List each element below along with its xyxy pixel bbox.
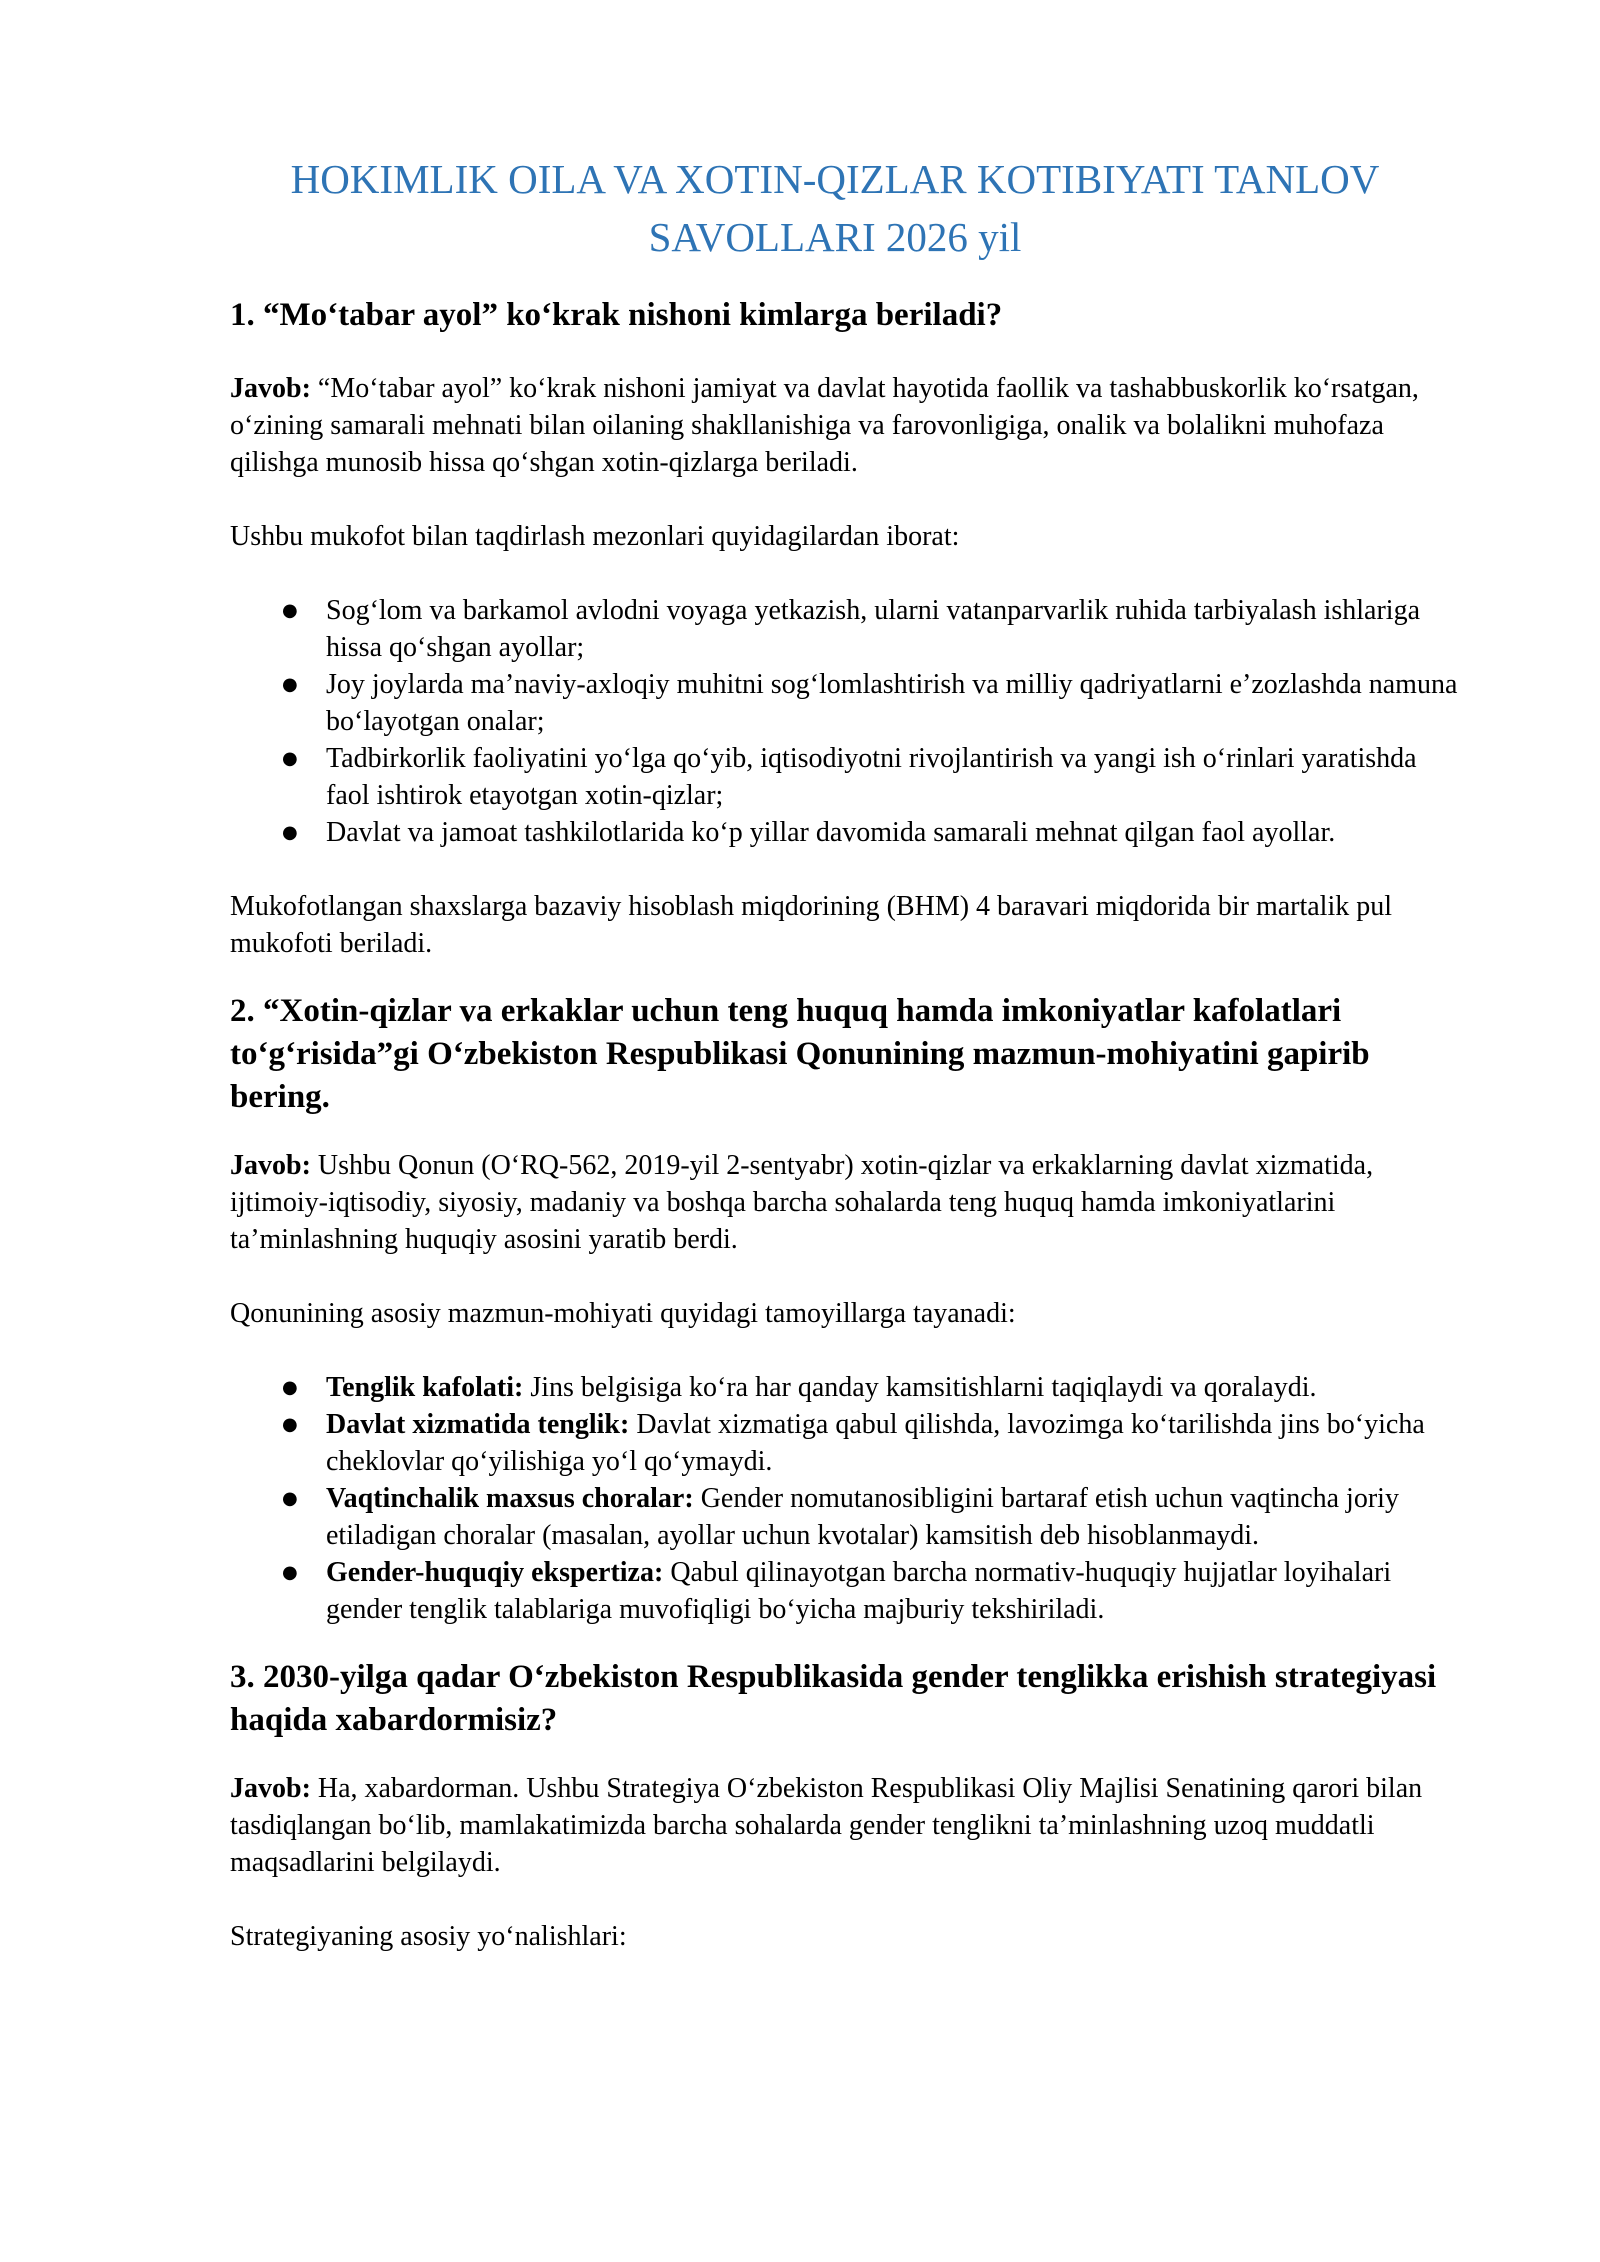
question-3-heading: 3. 2030-yilga qadar O‘zbekiston Respublikasida gender tenglikka erishish strategiyasi haqida xabardormisiz?	[230, 1659, 1437, 1738]
bullet-icon: ●	[282, 748, 298, 769]
criteria-text: Tadbirkorlik faoliyatini yo‘lga qo‘yib, iqtisodiyotni rivojlantirish va yangi ish o‘rinlari yaratishda faol ishtirok etayotgan xotin-qizlar;	[326, 743, 1417, 811]
question-3-answer	[230, 1770, 1460, 1881]
list-item	[230, 666, 1460, 740]
answer-label: Javob:	[230, 373, 311, 404]
principle-term: Gender-huquqiy ekspertiza:	[326, 1557, 664, 1588]
question-1-answer	[230, 370, 1460, 481]
list-item	[230, 1554, 1460, 1628]
principle-text: Qabul qilinayotgan barcha normativ-huquqiy hujjatlar loyihalari gender tenglik talablariga muvofiqligi bo‘yicha majburiy tekshiriladi.	[326, 1557, 1392, 1625]
title-line-2: SAVOLLARI 2026 yil	[648, 214, 1022, 260]
principle-term: Vaqtinchalik maxsus choralar:	[326, 1483, 694, 1514]
principle-term: Tenglik kafolati:	[326, 1372, 524, 1403]
bullet-icon: ●	[282, 1414, 298, 1435]
list-item	[230, 740, 1460, 814]
answer-text: “Mo‘tabar ayol” ko‘krak nishoni jamiyat va davlat hayotida faollik va tashabbuskorlik ko‘rsatgan, o‘zining samarali mehnati bilan oilaning shakllanishiga va farovonligiga, onalik va bolalikni muhofaza qilishga munosib hissa qo‘shgan xotin-qizlarga beriladi.	[230, 373, 1419, 478]
principles-intro: Qonunining asosiy mazmun-mohiyati quyidagi tamoyillarga tayanadi:	[230, 1298, 1016, 1329]
answer-label: Javob:	[230, 1150, 311, 1181]
bullet-icon: ●	[282, 1377, 298, 1398]
answer-text: Ha, xabardorman. Ushbu Strategiya O‘zbekiston Respublikasi Oliy Majlisi Senatining qarori bilan tasdiqlangan bo‘lib, mamlakatimizda barcha sohalarda gender tenglikni ta’minlashning uzoq muddatli maqsadlarini belgilaydi.	[230, 1773, 1423, 1878]
question-2-heading: 2. “Xotin-qizlar va erkaklar uchun teng huquq hamda imkoniyatlar kafolatlari to‘g‘risida”gi O‘zbekiston Respublikasi Qonunining mazmun-mohiyatini gapirib bering.	[230, 993, 1370, 1115]
reward-paragraph: Mukofotlangan shaxslarga bazaviy hisoblash miqdorining (BHM) 4 baravari miqdorida bir martalik pul mukofoti beriladi.	[230, 891, 1393, 959]
bullet-icon: ●	[282, 674, 298, 695]
principles-list	[230, 1369, 1460, 1628]
list-item	[230, 1406, 1460, 1480]
principle-text: Davlat xizmatiga qabul qilishda, lavozimga ko‘tarilishda jins bo‘yicha cheklovlar qo‘yilishiga yo‘l qo‘ymaydi.	[326, 1409, 1425, 1477]
list-item	[230, 814, 1460, 851]
principle-text: Gender nomutanosibligini bartaraf etish uchun vaqtincha joriy etiladigan choralar (masalan, ayollar uchun kvotalar) kamsitish deb hisoblanmaydi.	[326, 1483, 1399, 1551]
list-item	[230, 1369, 1460, 1406]
criteria-list	[230, 592, 1460, 851]
answer-text: Ushbu Qonun (O‘RQ-562, 2019-yil 2-sentyabr) xotin-qizlar va erkaklarning davlat xizmatida, ijtimoiy-iqtisodiy, siyosiy, madaniy va boshqa barcha sohalarda teng huquq hamda imkoniyatlarini ta’minlashning huquqiy asosini yaratib berdi.	[230, 1150, 1374, 1255]
bullet-icon: ●	[282, 822, 298, 843]
criteria-intro: Ushbu mukofot bilan taqdirlash mezonlari quyidagilardan iborat:	[230, 521, 960, 552]
directions-intro: Strategiyaning asosiy yo‘nalishlari:	[230, 1921, 627, 1952]
question-1-heading: 1. “Mo‘tabar ayol” ko‘krak nishoni kimlarga beriladi?	[230, 297, 1003, 333]
list-item	[230, 1480, 1460, 1554]
question-2-answer	[230, 1147, 1460, 1258]
criteria-text: Sog‘lom va barkamol avlodni voyaga yetkazish, ularni vatanparvarlik ruhida tarbiyalash ishlariga hissa qo‘shgan ayollar;	[326, 595, 1420, 663]
principle-text: Jins belgisiga ko‘ra har qanday kamsitishlarni taqiqlaydi va qoralaydi.	[523, 1372, 1317, 1403]
bullet-icon: ●	[282, 600, 298, 621]
document-title	[230, 150, 1460, 266]
principle-term: Davlat xizmatida tenglik:	[326, 1409, 630, 1440]
criteria-text: Joy joylarda ma’naviy-axloqiy muhitni sog‘lomlashtirish va milliy qadriyatlarni e’zozlashda namuna bo‘layotgan onalar;	[326, 669, 1458, 737]
list-item	[230, 592, 1460, 666]
bullet-icon: ●	[282, 1488, 298, 1509]
bullet-icon: ●	[282, 1562, 298, 1583]
title-line-1: HOKIMLIK OILA VA XOTIN-QIZLAR KOTIBIYATI TANLOV	[290, 156, 1380, 202]
answer-label: Javob:	[230, 1773, 311, 1804]
criteria-text: Davlat va jamoat tashkilotlarida ko‘p yillar davomida samarali mehnat qilgan faol ayollar.	[326, 817, 1336, 848]
